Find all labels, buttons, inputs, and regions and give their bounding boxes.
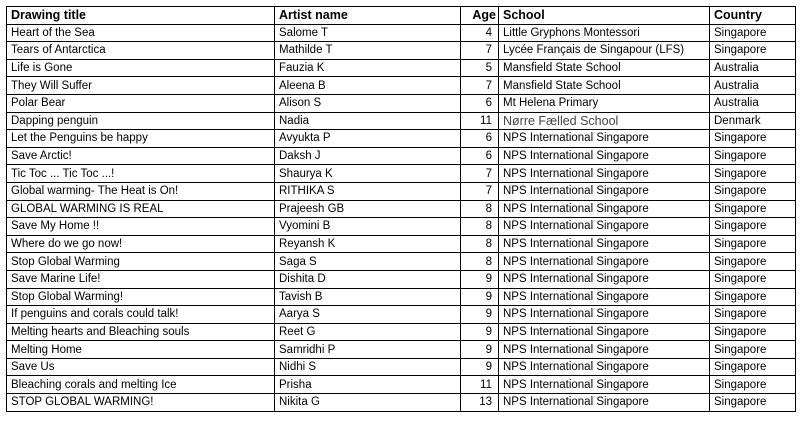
cell-country: Singapore bbox=[710, 147, 796, 165]
cell-age: 9 bbox=[461, 358, 499, 376]
cell-school: NPS International Singapore bbox=[499, 306, 710, 324]
cell-country: Singapore bbox=[710, 288, 796, 306]
table-row bbox=[7, 130, 796, 148]
cell-school: NPS International Singapore bbox=[499, 235, 710, 253]
cell-artist-name: Aarya S bbox=[275, 306, 461, 324]
cell-artist-name: Nidhi S bbox=[275, 358, 461, 376]
cell-school: Nørre Fælled School bbox=[499, 112, 710, 130]
cell-age: 8 bbox=[461, 235, 499, 253]
table-row bbox=[7, 147, 796, 165]
cell-age: 13 bbox=[461, 394, 499, 412]
cell-school: Little Gryphons Montessori bbox=[499, 24, 710, 42]
cell-country: Singapore bbox=[710, 165, 796, 183]
cell-age: 4 bbox=[461, 24, 499, 42]
cell-country: Singapore bbox=[710, 323, 796, 341]
cell-artist-name: Dishita D bbox=[275, 270, 461, 288]
cell-artist-name: Saga S bbox=[275, 253, 461, 271]
cell-artist-name: Samridhi P bbox=[275, 341, 461, 359]
cell-age: 6 bbox=[461, 94, 499, 112]
cell-drawing-title: Bleaching corals and melting Ice bbox=[7, 376, 275, 394]
table-row bbox=[7, 165, 796, 183]
table-row bbox=[7, 394, 796, 412]
table-row bbox=[7, 341, 796, 359]
cell-drawing-title: STOP GLOBAL WARMING! bbox=[7, 394, 275, 412]
cell-drawing-title: Save Us bbox=[7, 358, 275, 376]
cell-drawing-title: Stop Global Warming bbox=[7, 253, 275, 271]
spreadsheet bbox=[6, 6, 796, 412]
cell-school: NPS International Singapore bbox=[499, 270, 710, 288]
cell-age: 9 bbox=[461, 270, 499, 288]
cell-drawing-title: Save My Home !! bbox=[7, 218, 275, 236]
table-row bbox=[7, 112, 796, 130]
cell-country: Singapore bbox=[710, 200, 796, 218]
header-row bbox=[7, 7, 796, 25]
cell-drawing-title: Tears of Antarctica bbox=[7, 42, 275, 60]
header-drawing-title: Drawing title bbox=[7, 7, 275, 25]
table-row bbox=[7, 270, 796, 288]
cell-age: 6 bbox=[461, 130, 499, 148]
cell-age: 6 bbox=[461, 147, 499, 165]
cell-artist-name: Vyomini B bbox=[275, 218, 461, 236]
cell-age: 8 bbox=[461, 218, 499, 236]
cell-age: 8 bbox=[461, 200, 499, 218]
table-row bbox=[7, 59, 796, 77]
cell-country: Singapore bbox=[710, 306, 796, 324]
cell-artist-name: Shaurya K bbox=[275, 165, 461, 183]
cell-drawing-title: Polar Bear bbox=[7, 94, 275, 112]
cell-country: Australia bbox=[710, 94, 796, 112]
cell-school: Mansfield State School bbox=[499, 77, 710, 95]
cell-age: 8 bbox=[461, 253, 499, 271]
cell-artist-name: Daksh J bbox=[275, 147, 461, 165]
cell-drawing-title: Melting hearts and Bleaching souls bbox=[7, 323, 275, 341]
table-row bbox=[7, 200, 796, 218]
cell-country: Singapore bbox=[710, 42, 796, 60]
cell-artist-name: Tavish B bbox=[275, 288, 461, 306]
cell-school: Mansfield State School bbox=[499, 59, 710, 77]
header-age: Age bbox=[461, 7, 499, 25]
cell-artist-name: Aleena B bbox=[275, 77, 461, 95]
cell-school: NPS International Singapore bbox=[499, 323, 710, 341]
table-row bbox=[7, 288, 796, 306]
cell-artist-name: Prisha bbox=[275, 376, 461, 394]
cell-age: 11 bbox=[461, 112, 499, 130]
table-row bbox=[7, 94, 796, 112]
cell-school: NPS International Singapore bbox=[499, 165, 710, 183]
cell-artist-name: Nadia bbox=[275, 112, 461, 130]
cell-country: Australia bbox=[710, 59, 796, 77]
drawings-table bbox=[6, 6, 796, 412]
cell-drawing-title: Heart of the Sea bbox=[7, 24, 275, 42]
cell-country: Singapore bbox=[710, 341, 796, 359]
cell-age: 9 bbox=[461, 288, 499, 306]
cell-country: Singapore bbox=[710, 394, 796, 412]
cell-school: NPS International Singapore bbox=[499, 200, 710, 218]
cell-country: Singapore bbox=[710, 218, 796, 236]
header-artist-name: Artist name bbox=[275, 7, 461, 25]
cell-age: 7 bbox=[461, 42, 499, 60]
cell-drawing-title: Dapping penguin bbox=[7, 112, 275, 130]
cell-school: NPS International Singapore bbox=[499, 394, 710, 412]
table-row bbox=[7, 42, 796, 60]
cell-school: NPS International Singapore bbox=[499, 376, 710, 394]
table-row bbox=[7, 77, 796, 95]
cell-country: Singapore bbox=[710, 130, 796, 148]
cell-drawing-title: Melting Home bbox=[7, 341, 275, 359]
cell-school: NPS International Singapore bbox=[499, 218, 710, 236]
table-row bbox=[7, 253, 796, 271]
cell-school: NPS International Singapore bbox=[499, 182, 710, 200]
cell-country: Singapore bbox=[710, 24, 796, 42]
header-country: Country bbox=[710, 7, 796, 25]
cell-artist-name: Mathilde T bbox=[275, 42, 461, 60]
cell-country: Singapore bbox=[710, 376, 796, 394]
cell-artist-name: Prajeesh GB bbox=[275, 200, 461, 218]
cell-country: Singapore bbox=[710, 270, 796, 288]
cell-school: NPS International Singapore bbox=[499, 130, 710, 148]
cell-age: 5 bbox=[461, 59, 499, 77]
cell-school: Lycée Français de Singapour (LFS) bbox=[499, 42, 710, 60]
cell-school: NPS International Singapore bbox=[499, 253, 710, 271]
cell-country: Singapore bbox=[710, 253, 796, 271]
cell-drawing-title: If penguins and corals could talk! bbox=[7, 306, 275, 324]
cell-country: Denmark bbox=[710, 112, 796, 130]
cell-school: NPS International Singapore bbox=[499, 358, 710, 376]
cell-school: NPS International Singapore bbox=[499, 147, 710, 165]
header-school: School bbox=[499, 7, 710, 25]
cell-age: 9 bbox=[461, 323, 499, 341]
cell-drawing-title: Save Arctic! bbox=[7, 147, 275, 165]
table-row bbox=[7, 376, 796, 394]
cell-age: 9 bbox=[461, 341, 499, 359]
table-row bbox=[7, 235, 796, 253]
cell-artist-name: Avyukta P bbox=[275, 130, 461, 148]
cell-age: 11 bbox=[461, 376, 499, 394]
cell-drawing-title: They Will Suffer bbox=[7, 77, 275, 95]
cell-drawing-title: Tic Toc ... Tic Toc ...! bbox=[7, 165, 275, 183]
cell-drawing-title: GLOBAL WARMING IS REAL bbox=[7, 200, 275, 218]
cell-drawing-title: Let the Penguins be happy bbox=[7, 130, 275, 148]
cell-artist-name: RITHIKA S bbox=[275, 182, 461, 200]
cell-artist-name: Nikita G bbox=[275, 394, 461, 412]
cell-artist-name: Fauzia K bbox=[275, 59, 461, 77]
cell-artist-name: Salome T bbox=[275, 24, 461, 42]
cell-country: Singapore bbox=[710, 358, 796, 376]
table-row bbox=[7, 323, 796, 341]
table-row bbox=[7, 306, 796, 324]
cell-artist-name: Reet G bbox=[275, 323, 461, 341]
cell-school: Mt Helena Primary bbox=[499, 94, 710, 112]
cell-drawing-title: Stop Global Warming! bbox=[7, 288, 275, 306]
cell-school: NPS International Singapore bbox=[499, 341, 710, 359]
cell-age: 7 bbox=[461, 165, 499, 183]
cell-country: Singapore bbox=[710, 235, 796, 253]
table-row bbox=[7, 182, 796, 200]
cell-age: 7 bbox=[461, 182, 499, 200]
cell-country: Singapore bbox=[710, 182, 796, 200]
cell-drawing-title: Save Marine Life! bbox=[7, 270, 275, 288]
table-row bbox=[7, 24, 796, 42]
cell-country: Australia bbox=[710, 77, 796, 95]
cell-drawing-title: Global warming- The Heat is On! bbox=[7, 182, 275, 200]
cell-artist-name: Reyansh K bbox=[275, 235, 461, 253]
table-row bbox=[7, 358, 796, 376]
cell-school: NPS International Singapore bbox=[499, 288, 710, 306]
cell-drawing-title: Life is Gone bbox=[7, 59, 275, 77]
table-row bbox=[7, 218, 796, 236]
cell-artist-name: Alison S bbox=[275, 94, 461, 112]
cell-drawing-title: Where do we go now! bbox=[7, 235, 275, 253]
cell-age: 7 bbox=[461, 77, 499, 95]
cell-age: 9 bbox=[461, 306, 499, 324]
